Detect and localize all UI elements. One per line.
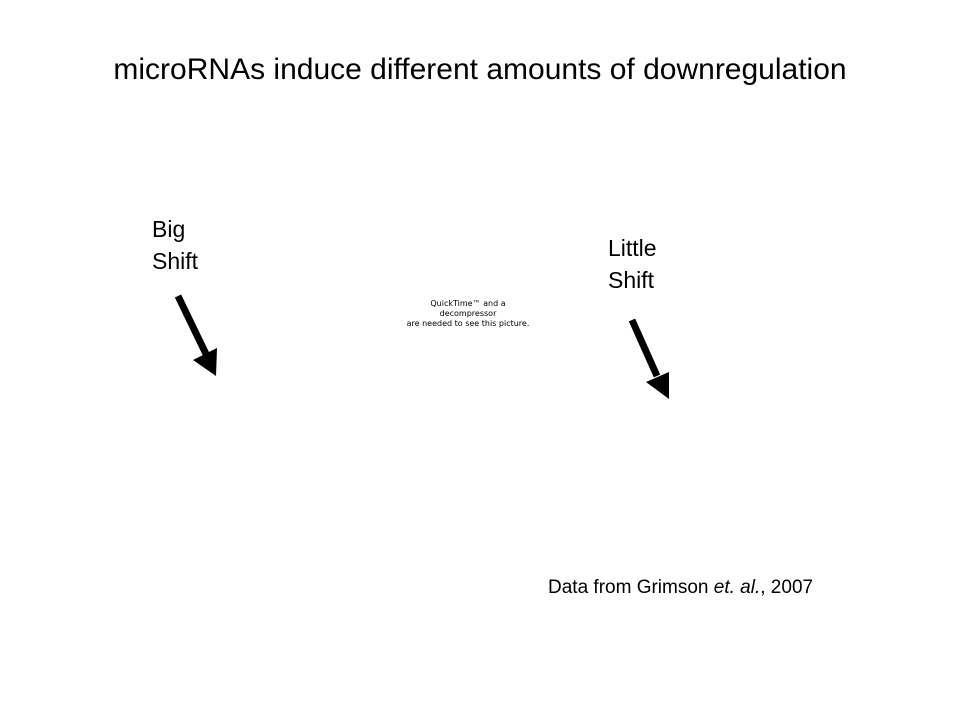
big-shift-arrow-icon [168,288,228,388]
little-shift-label [608,232,657,296]
data-credit-prefix: Data from Grimson [548,577,714,598]
big-shift-label-line2: Shift [152,248,199,274]
little-shift-label-line2: Shift [608,267,655,293]
big-shift-label-line1: Big [152,216,186,242]
missing-picture-line1: QuickTime™ and a [430,299,506,308]
data-credit [548,574,813,602]
data-credit-suffix: , 2007 [760,577,814,598]
big-shift-label [152,213,198,277]
missing-picture-line2: decompressor [439,309,497,318]
little-shift-label-line1: Little [608,235,657,261]
slide-title: microRNAs induce different amounts of downregulation [113,53,847,86]
missing-picture-placeholder [398,299,538,329]
little-shift-arrow-icon [622,312,682,412]
missing-picture-line3: are needed to see this picture. [406,319,530,328]
data-credit-italic: et. al. [713,577,761,598]
